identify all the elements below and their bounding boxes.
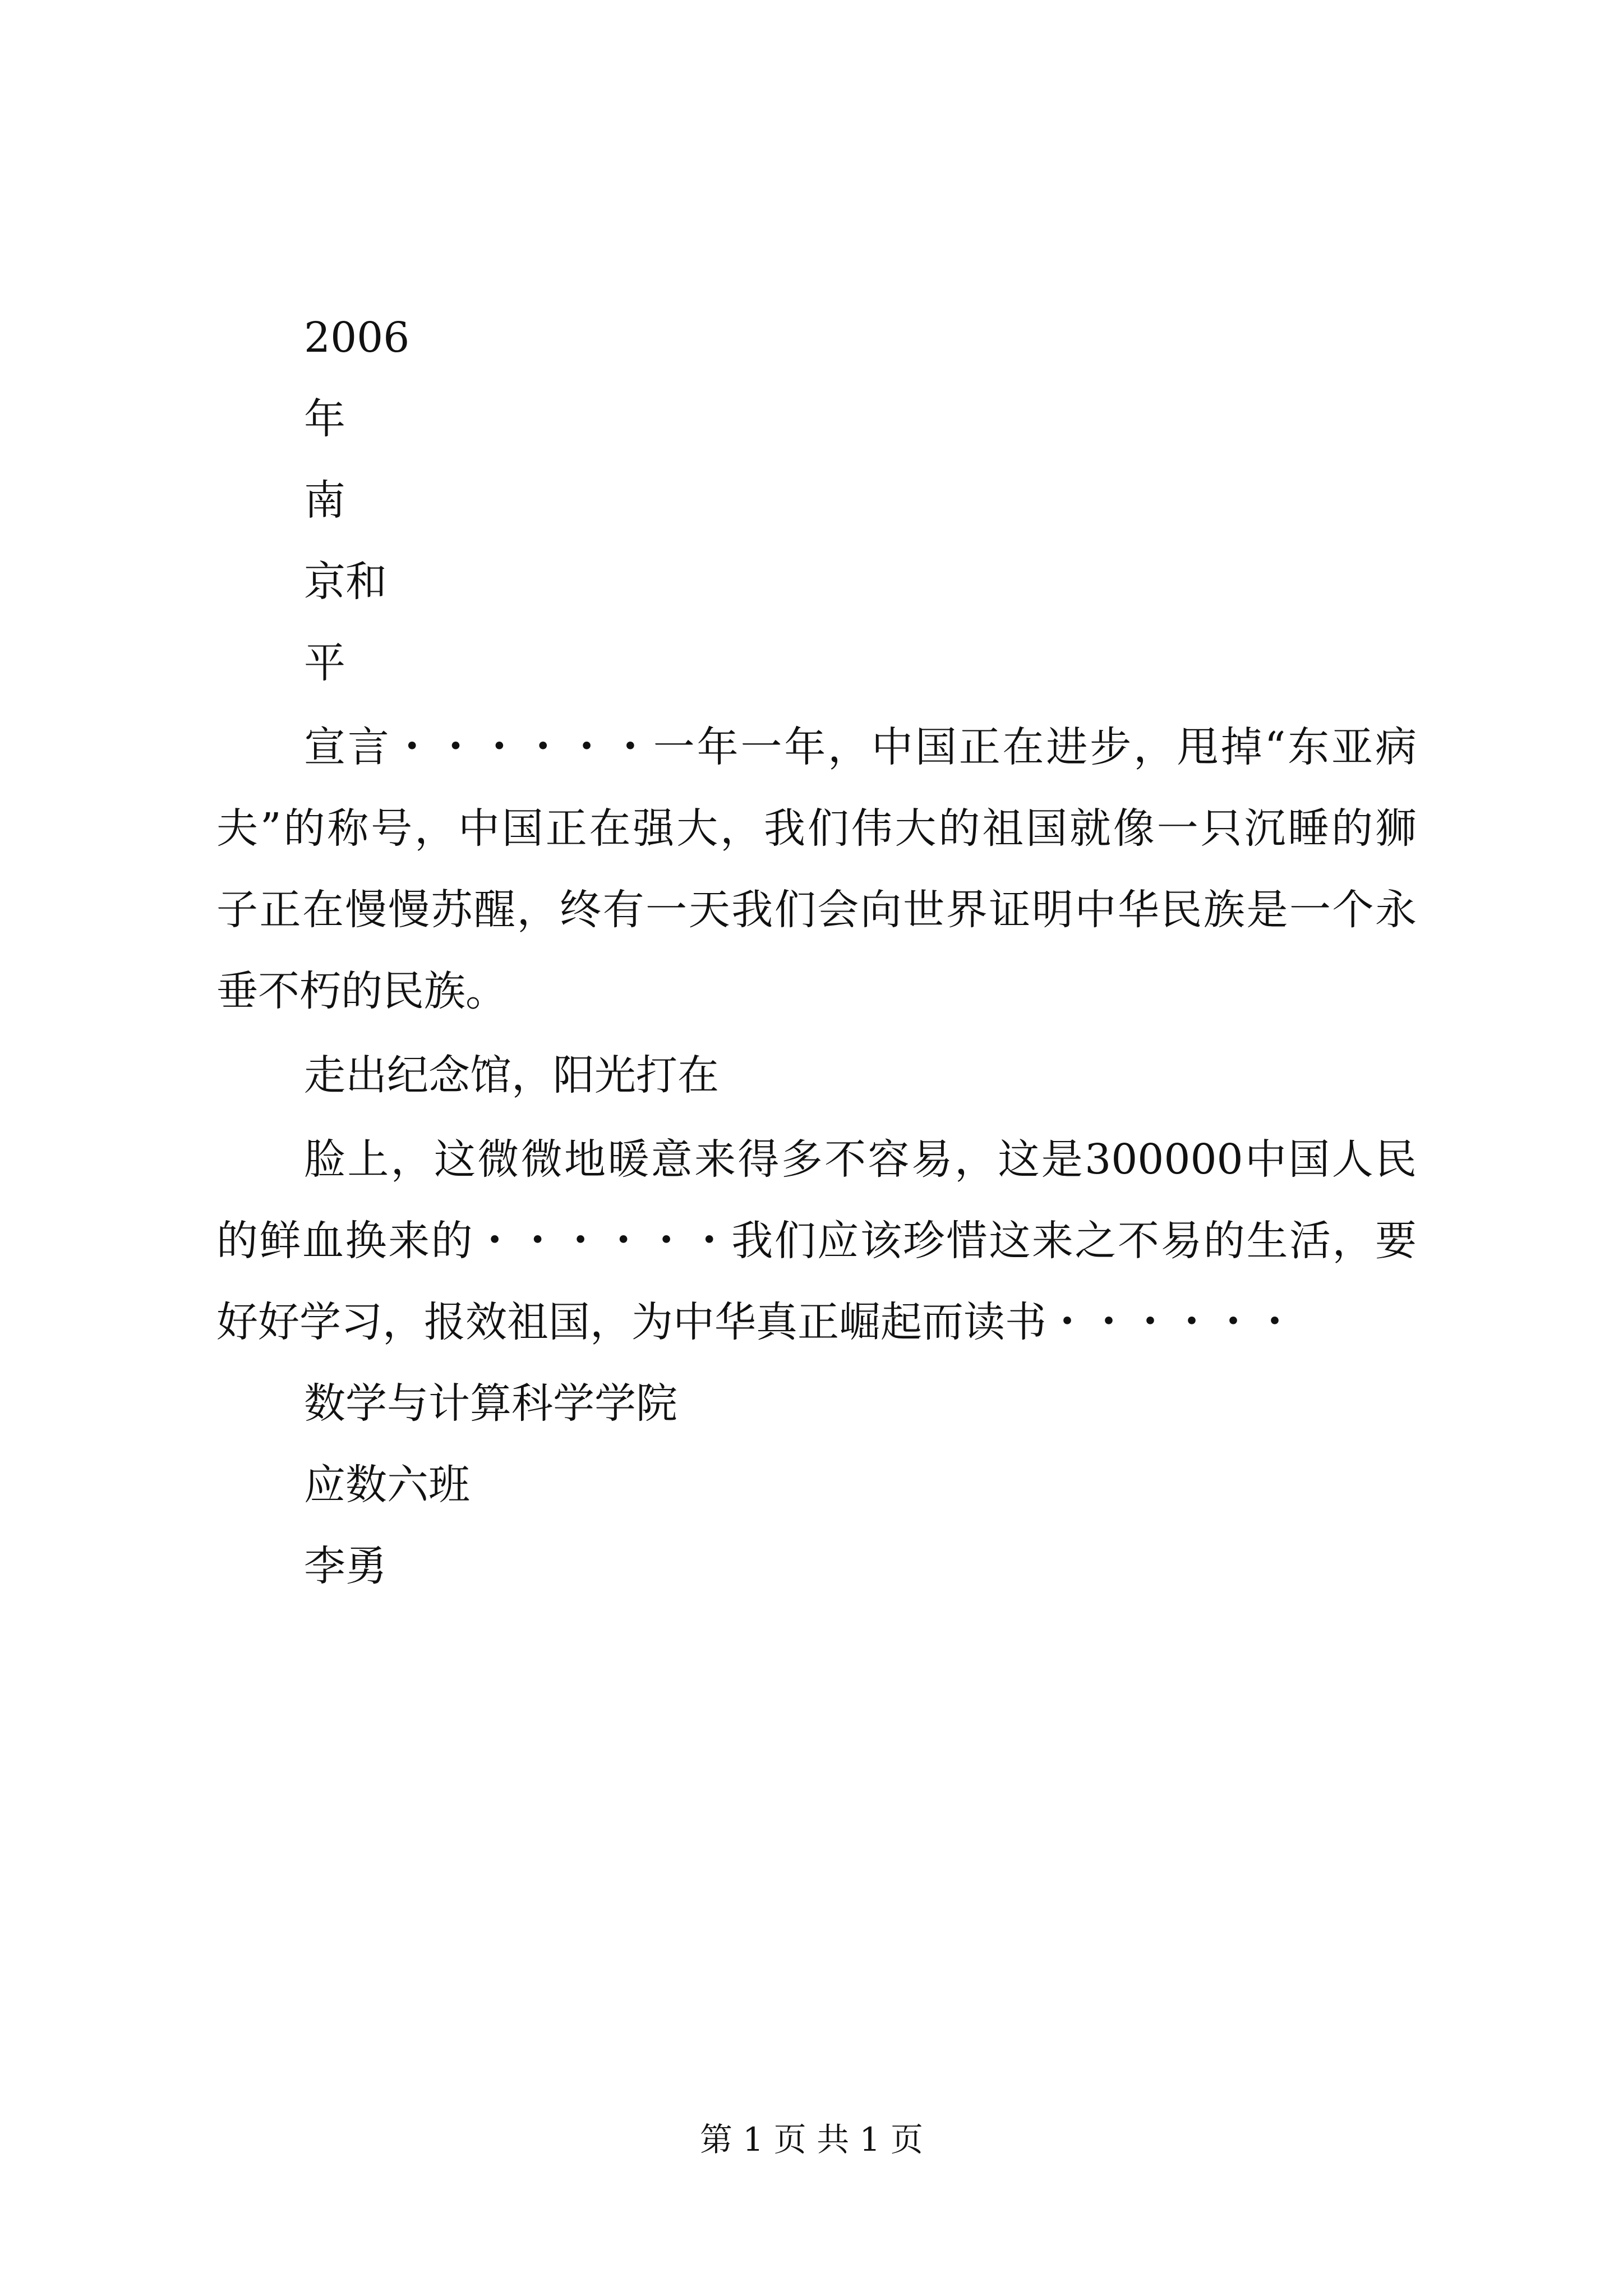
heading-line-year: 2006 <box>304 314 410 362</box>
heading-line-nian: 年 <box>304 395 345 443</box>
paragraph1-line2: 夫”的称号，中国正在强大，我们伟大的祖国就像一只沉睡的狮 <box>216 804 1417 853</box>
signature-author: 李勇 <box>304 1542 387 1590</box>
signature-class: 应数六班 <box>304 1461 470 1509</box>
paragraph3-line1: 脸上，这微微地暖意来得多不容易，这是300000中国人民 <box>304 1135 1417 1184</box>
paragraph2-line1: 走出纪念馆，阳光打在 <box>304 1051 719 1099</box>
paragraph1-line3: 子正在慢慢苏醒，终有一天我们会向世界证明中华民族是一个永 <box>216 886 1417 934</box>
paragraph3-line3: 好好学习，报效祖国，为中华真正崛起而读书・・・・・・ <box>216 1298 1295 1346</box>
heading-line-ping: 平 <box>304 639 345 687</box>
paragraph1-line4: 垂不朽的民族。 <box>216 967 507 1015</box>
paragraph1-line1: 宣言・・・・・・一年一年，中国正在进步，甩掉“东亚病 <box>304 723 1417 771</box>
heading-line-nan: 南 <box>304 476 345 524</box>
heading-line-jinghe: 京和 <box>304 558 387 606</box>
signature-college: 数学与计算科学学院 <box>304 1379 677 1428</box>
page-footer: 第 1 页 共 1 页 <box>700 2120 923 2159</box>
paragraph3-line2: 的鲜血换来的・・・・・・我们应该珍惜这来之不易的生活，要 <box>216 1217 1417 1265</box>
